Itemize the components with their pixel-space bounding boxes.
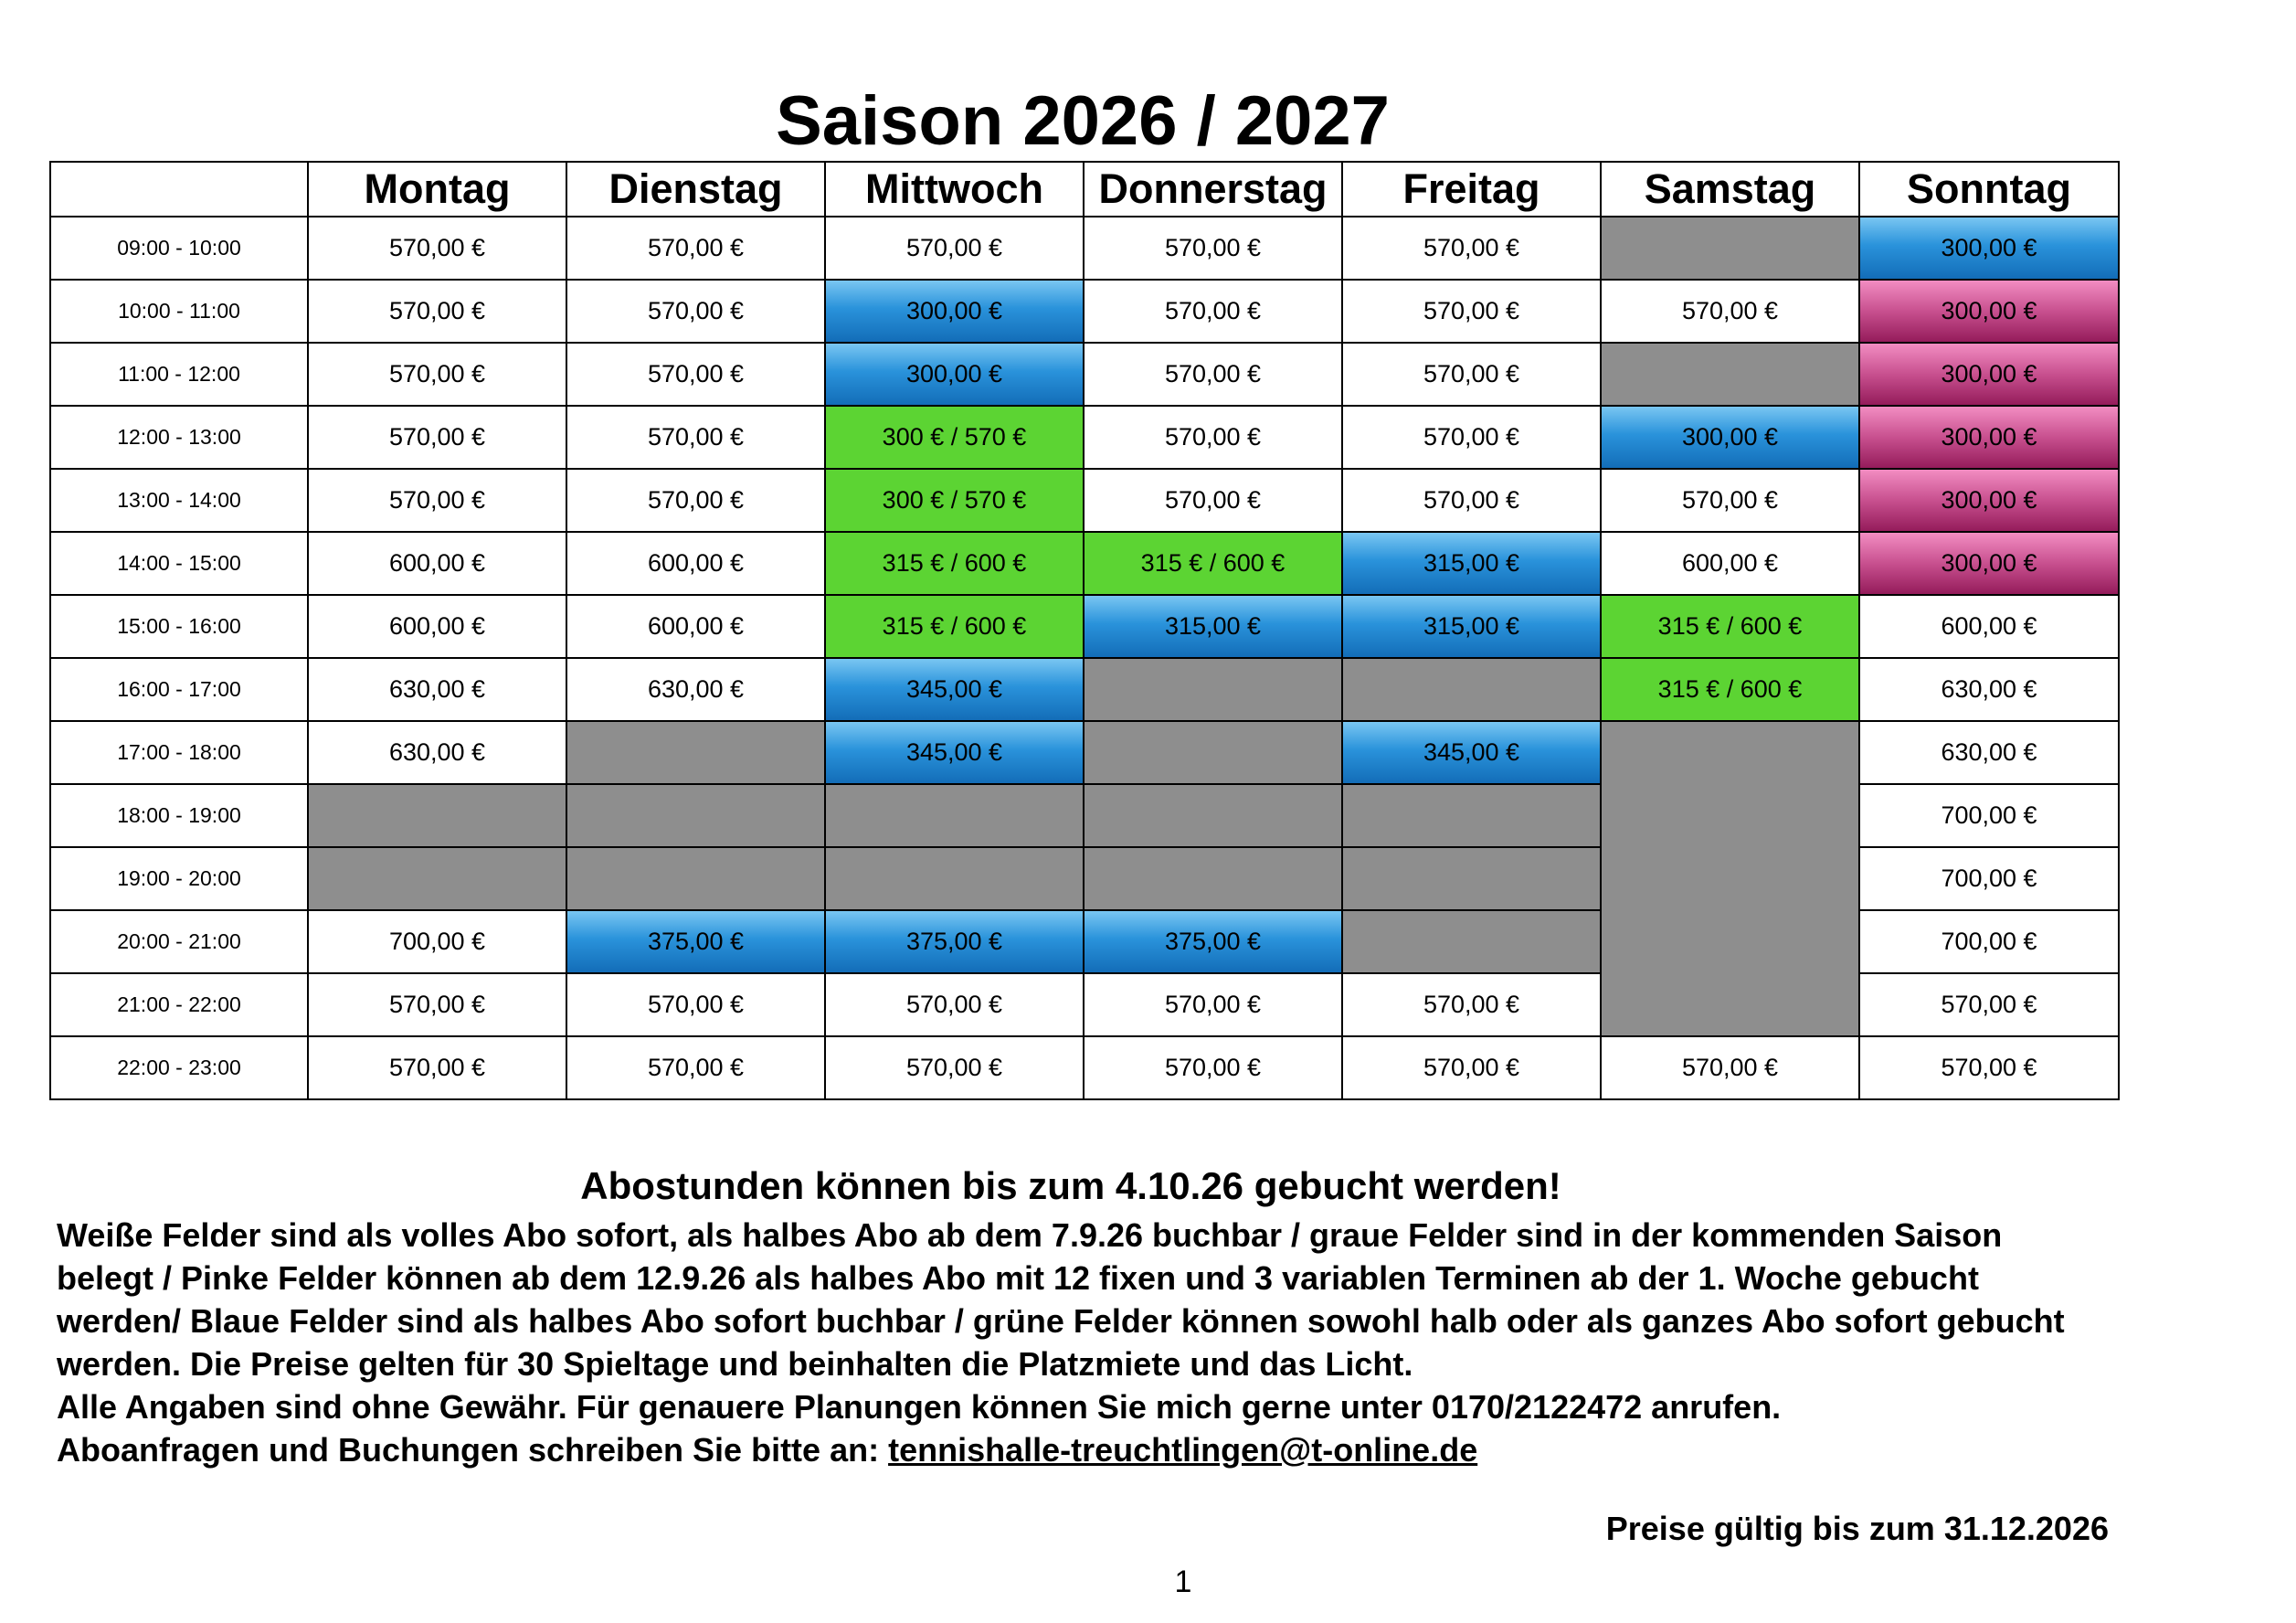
page-title: Saison 2026 / 2027 xyxy=(776,82,1390,160)
table-row xyxy=(50,658,2119,721)
table-row xyxy=(50,532,2119,595)
price-cell: 600,00 € xyxy=(1859,595,2119,658)
price-cell: 570,00 € xyxy=(1084,343,1342,406)
time-slot-label: 22:00 - 23:00 xyxy=(50,1036,308,1099)
price-cell: 300,00 € xyxy=(1859,406,2119,469)
table-row xyxy=(50,1036,2119,1099)
price-cell: 315 € / 600 € xyxy=(1084,532,1342,595)
booked-cell xyxy=(1342,910,1601,973)
price-cell: 315,00 € xyxy=(1342,595,1601,658)
time-slot-label: 15:00 - 16:00 xyxy=(50,595,308,658)
time-slot-label: 20:00 - 21:00 xyxy=(50,910,308,973)
price-cell: 570,00 € xyxy=(1084,280,1342,343)
table-row xyxy=(50,406,2119,469)
price-cell: 570,00 € xyxy=(308,280,566,343)
price-cell: 570,00 € xyxy=(1601,280,1859,343)
notes-section xyxy=(57,1161,2121,1471)
price-cell: 600,00 € xyxy=(1601,532,1859,595)
contact-prefix: Aboanfragen und Buchungen schreiben Sie bitte an: xyxy=(57,1431,889,1469)
day-header: Montag xyxy=(308,162,566,217)
price-cell: 570,00 € xyxy=(1342,217,1601,280)
price-cell: 570,00 € xyxy=(308,973,566,1036)
schedule-body xyxy=(50,217,2119,1099)
price-cell: 315,00 € xyxy=(1084,595,1342,658)
booked-cell xyxy=(825,784,1084,847)
booked-cell xyxy=(1084,658,1342,721)
time-slot-label: 10:00 - 11:00 xyxy=(50,280,308,343)
price-cell: 570,00 € xyxy=(566,217,825,280)
price-cell: 700,00 € xyxy=(1859,784,2119,847)
booked-cell xyxy=(566,721,825,784)
price-cell: 315 € / 600 € xyxy=(825,532,1084,595)
price-cell: 300,00 € xyxy=(825,343,1084,406)
time-slot-label: 12:00 - 13:00 xyxy=(50,406,308,469)
price-cell: 345,00 € xyxy=(825,721,1084,784)
price-cell: 300,00 € xyxy=(1601,406,1859,469)
price-cell: 300 € / 570 € xyxy=(825,469,1084,532)
price-cell: 570,00 € xyxy=(1342,973,1601,1036)
day-header: Samstag xyxy=(1601,162,1859,217)
price-cell: 570,00 € xyxy=(825,217,1084,280)
price-cell: 570,00 € xyxy=(566,280,825,343)
table-row xyxy=(50,280,2119,343)
price-cell: 315 € / 600 € xyxy=(1601,595,1859,658)
table-row xyxy=(50,595,2119,658)
schedule-table xyxy=(49,161,2120,1100)
time-slot-label: 19:00 - 20:00 xyxy=(50,847,308,910)
notes-line: werden. Die Preise gelten für 30 Spieltage und beinhalten die Platzmiete und das Licht. xyxy=(57,1345,1413,1383)
price-cell: 570,00 € xyxy=(308,1036,566,1099)
booked-cell xyxy=(825,847,1084,910)
booked-cell xyxy=(1601,721,1859,1036)
price-cell: 570,00 € xyxy=(1859,973,2119,1036)
price-cell: 570,00 € xyxy=(566,406,825,469)
booked-cell xyxy=(1084,721,1342,784)
price-cell: 570,00 € xyxy=(1342,406,1601,469)
time-slot-label: 09:00 - 10:00 xyxy=(50,217,308,280)
booked-cell xyxy=(566,847,825,910)
price-cell: 300,00 € xyxy=(825,280,1084,343)
booked-cell xyxy=(1342,847,1601,910)
contact-line xyxy=(57,1428,2121,1471)
price-cell: 300,00 € xyxy=(1859,343,2119,406)
corner-cell xyxy=(50,162,308,217)
price-cell: 300,00 € xyxy=(1859,280,2119,343)
booked-cell xyxy=(1084,847,1342,910)
price-cell: 630,00 € xyxy=(1859,721,2119,784)
booked-cell xyxy=(308,784,566,847)
price-cell: 300,00 € xyxy=(1859,532,2119,595)
price-cell: 570,00 € xyxy=(1084,217,1342,280)
time-slot-label: 18:00 - 19:00 xyxy=(50,784,308,847)
price-cell: 570,00 € xyxy=(1084,406,1342,469)
time-slot-label: 21:00 - 22:00 xyxy=(50,973,308,1036)
time-slot-label: 13:00 - 14:00 xyxy=(50,469,308,532)
time-slot-label: 14:00 - 15:00 xyxy=(50,532,308,595)
price-cell: 300,00 € xyxy=(1859,217,2119,280)
booked-cell xyxy=(1342,658,1601,721)
time-slot-label: 16:00 - 17:00 xyxy=(50,658,308,721)
price-cell: 570,00 € xyxy=(1342,280,1601,343)
price-cell: 315 € / 600 € xyxy=(825,595,1084,658)
price-cell: 300 € / 570 € xyxy=(825,406,1084,469)
price-cell: 600,00 € xyxy=(308,595,566,658)
price-cell: 570,00 € xyxy=(1084,973,1342,1036)
price-cell: 600,00 € xyxy=(566,595,825,658)
time-slot-label: 11:00 - 12:00 xyxy=(50,343,308,406)
table-row xyxy=(50,343,2119,406)
notes-line: belegt / Pinke Felder können ab dem 12.9.26 als halbes Abo mit 12 fixen und 3 variablen Terminen ab der 1. Woche gebucht xyxy=(57,1259,1979,1297)
price-cell: 570,00 € xyxy=(308,406,566,469)
price-cell: 600,00 € xyxy=(566,532,825,595)
price-cell: 345,00 € xyxy=(825,658,1084,721)
price-cell: 570,00 € xyxy=(1601,469,1859,532)
time-slot-label: 17:00 - 18:00 xyxy=(50,721,308,784)
price-cell: 570,00 € xyxy=(308,217,566,280)
price-cell: 700,00 € xyxy=(308,910,566,973)
price-cell: 630,00 € xyxy=(1859,658,2119,721)
price-cell: 570,00 € xyxy=(566,343,825,406)
notes-line: Alle Angaben sind ohne Gewähr. Für genauere Planungen können Sie mich gerne unter 0170/2122472 anrufen. xyxy=(57,1388,1782,1426)
validity-note: Preise gültig bis zum 31.12.2026 xyxy=(1605,1510,2109,1547)
price-cell: 570,00 € xyxy=(308,469,566,532)
booked-cell xyxy=(566,784,825,847)
price-cell: 570,00 € xyxy=(1342,469,1601,532)
table-row xyxy=(50,217,2119,280)
header-row xyxy=(50,162,2119,217)
day-header: Donnerstag xyxy=(1084,162,1342,217)
page-number: 1 xyxy=(1174,1565,1192,1599)
price-cell: 630,00 € xyxy=(566,658,825,721)
price-cell: 315,00 € xyxy=(1342,532,1601,595)
table-row xyxy=(50,721,2119,784)
price-cell: 570,00 € xyxy=(1084,1036,1342,1099)
price-cell: 375,00 € xyxy=(566,910,825,973)
booked-cell xyxy=(1601,343,1859,406)
day-header: Sonntag xyxy=(1859,162,2119,217)
contact-email-link[interactable]: tennishalle-treuchtlingen@t-online.de xyxy=(888,1431,1478,1469)
price-cell: 570,00 € xyxy=(566,469,825,532)
price-cell: 570,00 € xyxy=(308,343,566,406)
price-cell: 570,00 € xyxy=(1601,1036,1859,1099)
day-header: Dienstag xyxy=(566,162,825,217)
booked-cell xyxy=(308,847,566,910)
booked-cell xyxy=(1084,784,1342,847)
day-header: Freitag xyxy=(1342,162,1601,217)
day-header: Mittwoch xyxy=(825,162,1084,217)
price-cell: 630,00 € xyxy=(308,721,566,784)
booked-cell xyxy=(1601,217,1859,280)
notes-line: Weiße Felder sind als volles Abo sofort, als halbes Abo ab dem 7.9.26 buchbar / graue Felder sind in der kommenden Saison xyxy=(57,1216,2003,1254)
price-cell: 375,00 € xyxy=(825,910,1084,973)
price-cell: 570,00 € xyxy=(1084,469,1342,532)
price-cell: 700,00 € xyxy=(1859,910,2119,973)
booked-cell xyxy=(1342,784,1601,847)
price-cell: 345,00 € xyxy=(1342,721,1601,784)
price-cell: 570,00 € xyxy=(1342,343,1601,406)
price-cell: 570,00 € xyxy=(566,973,825,1036)
price-cell: 375,00 € xyxy=(1084,910,1342,973)
price-cell: 570,00 € xyxy=(825,973,1084,1036)
price-cell: 570,00 € xyxy=(1859,1036,2119,1099)
price-cell: 315 € / 600 € xyxy=(1601,658,1859,721)
price-cell: 700,00 € xyxy=(1859,847,2119,910)
notes-line: werden/ Blaue Felder sind als halbes Abo sofort buchbar / grüne Felder können sowohl halb oder als ganzes Abo sofort gebucht xyxy=(57,1302,2065,1340)
price-cell: 630,00 € xyxy=(308,658,566,721)
notes-headline: Abostunden können bis zum 4.10.26 gebucht werden! xyxy=(580,1164,1561,1207)
price-cell: 300,00 € xyxy=(1859,469,2119,532)
price-cell: 570,00 € xyxy=(1342,1036,1601,1099)
price-cell: 570,00 € xyxy=(566,1036,825,1099)
price-cell: 570,00 € xyxy=(825,1036,1084,1099)
price-cell: 600,00 € xyxy=(308,532,566,595)
table-row xyxy=(50,469,2119,532)
